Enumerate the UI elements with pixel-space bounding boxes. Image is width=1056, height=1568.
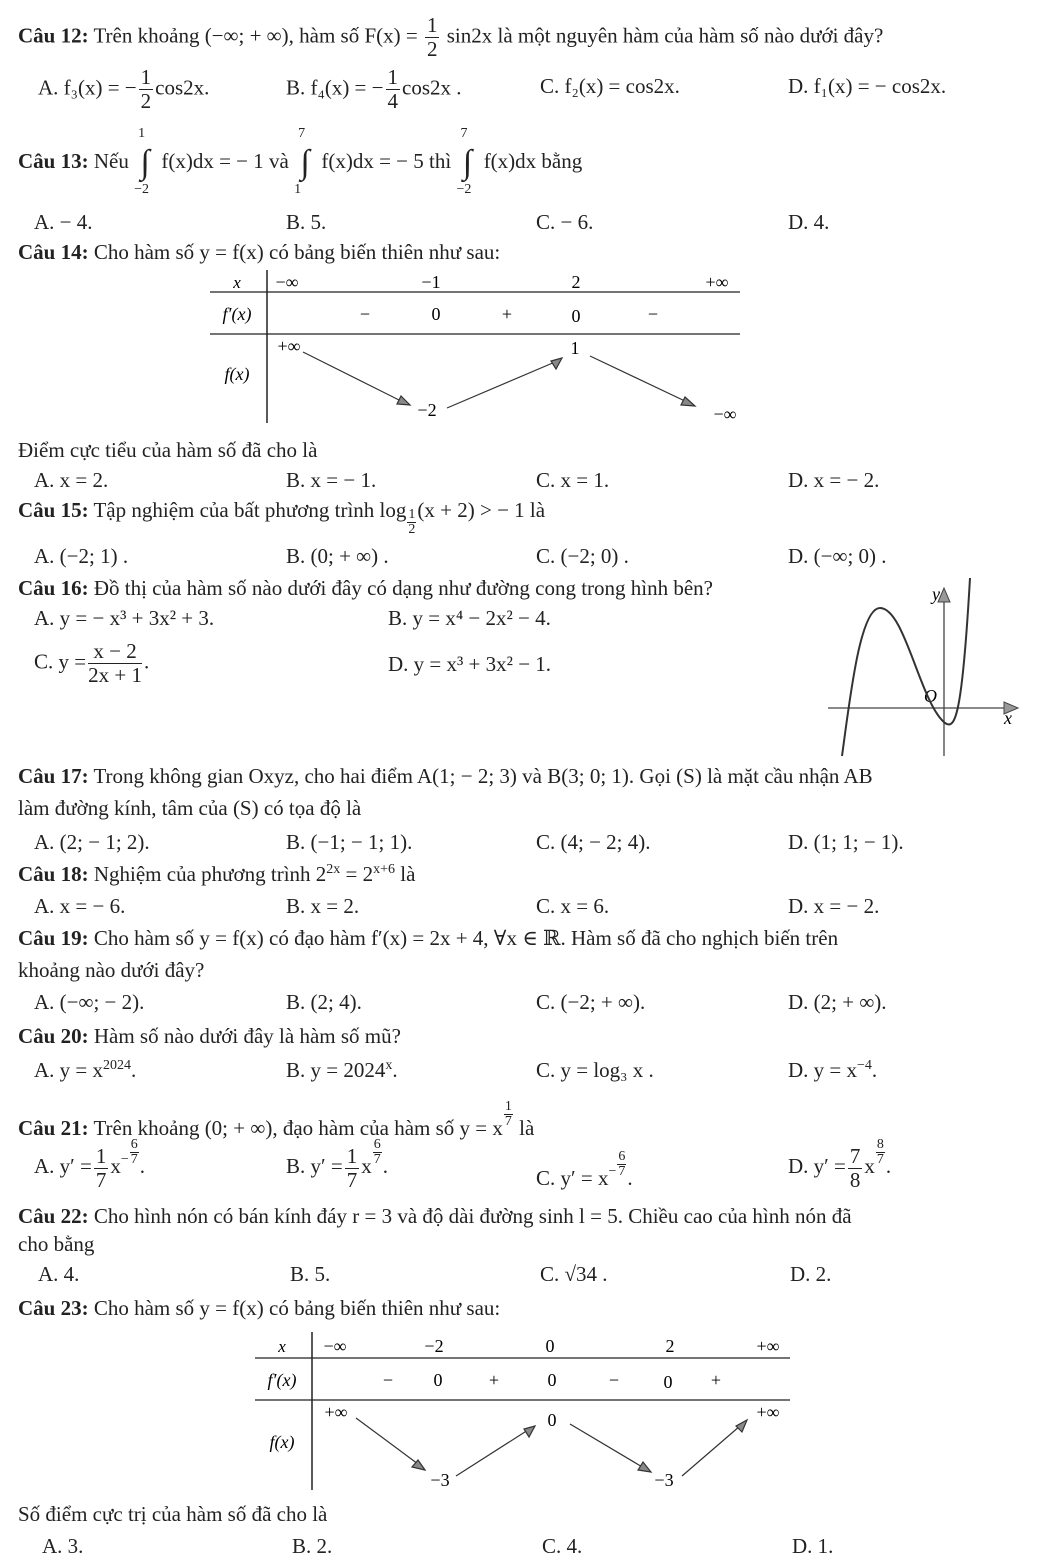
- table-x-label: x: [233, 273, 241, 292]
- q19-stem-line2: khoảng nào dưới đây?: [18, 958, 205, 982]
- q15-option-d[interactable]: D. (−∞; 0) .: [788, 544, 887, 568]
- q12-option-a[interactable]: A. f₃(x) = − $\frac{1}{2}$ cos2x.: [38, 65, 210, 114]
- q20-option-d[interactable]: D. $y = x^{-4}$.: [788, 1058, 878, 1082]
- table-f-label: f(x): [224, 364, 250, 384]
- q12-option-c[interactable]: C. f₂(x) = cos2x.: [540, 74, 680, 98]
- q16-option-c[interactable]: C. y = $\frac{x - 2}{2x + 1}$ .: [34, 639, 150, 688]
- q22-option-a[interactable]: A. 4.: [38, 1262, 80, 1286]
- q16-option-a[interactable]: A. y = − x³ + 3x² + 3.: [34, 606, 215, 630]
- x-value: 0: [545, 1336, 555, 1356]
- q18-stem: Câu 18: Nghiệm của phương trình $2^{2x} = 2^{x+6}$ là: [18, 862, 416, 886]
- sign: 0: [663, 1372, 673, 1392]
- q17-option-a[interactable]: A. (2; − 1; 2).: [34, 830, 150, 854]
- q22-option-d[interactable]: D. 2.: [790, 1262, 832, 1286]
- f-value: +∞: [277, 336, 301, 356]
- q21-option-b[interactable]: B. y′ = $\frac{1}{7}$ x $\frac{6}{7}$ .: [286, 1137, 388, 1192]
- q23-question: Số điểm cực trị của hàm số đã cho là: [18, 1502, 328, 1526]
- q18-option-a[interactable]: A. x = − 6.: [34, 894, 126, 918]
- q23-option-b[interactable]: B. 2.: [292, 1534, 333, 1558]
- sign: 0: [433, 1370, 443, 1390]
- q14-option-c[interactable]: C. x = 1.: [536, 468, 610, 492]
- y-axis-label: y: [932, 584, 940, 604]
- f-value: +∞: [756, 1402, 780, 1422]
- q12-label: Câu 12:: [18, 23, 89, 48]
- f-value: −3: [654, 1470, 674, 1490]
- q15-label: Câu 15:: [18, 498, 89, 522]
- q17-stem-line2: làm đường kính, tâm của (S) có tọa độ là: [18, 796, 362, 820]
- q17-option-d[interactable]: D. (1; 1; − 1).: [788, 830, 904, 854]
- sign: +: [501, 304, 513, 324]
- q19-option-b[interactable]: B. (2; 4).: [286, 990, 362, 1014]
- table-x-label: x: [278, 1337, 286, 1356]
- q20-option-c[interactable]: C. y = log₃ x .: [536, 1058, 654, 1082]
- q16-option-b[interactable]: B. y = x⁴ − 2x² − 4.: [388, 606, 551, 630]
- sign: −: [359, 304, 371, 324]
- sign: +: [488, 1370, 500, 1390]
- table-f-label: f(x): [269, 1432, 295, 1452]
- q21-label: Câu 21:: [18, 1116, 89, 1140]
- q23-variation-table: [250, 1330, 795, 1496]
- q18-label: Câu 18:: [18, 862, 89, 886]
- q23-label: Câu 23:: [18, 1296, 89, 1320]
- x-value: −1: [421, 272, 441, 292]
- sign: 0: [547, 1370, 557, 1390]
- q22-option-b[interactable]: B. 5.: [290, 1262, 331, 1286]
- q22-option-c[interactable]: C. √34 .: [540, 1262, 608, 1286]
- q13-stem: Câu 13: Nếu ∫ 1 −2 f(x)dx = − 1 và ∫ 7 1 f(x)dx = − 5 thì ∫ 7 −2 f(x)dx bằng: [18, 126, 583, 197]
- q13-option-c[interactable]: C. − 6.: [536, 210, 594, 234]
- q21-option-c[interactable]: C. y′ = x− $\frac{6}{7}$ .: [536, 1149, 633, 1190]
- q15-option-b[interactable]: B. (0; + ∞) .: [286, 544, 389, 568]
- f-value: −2: [417, 400, 437, 420]
- origin-label: O: [924, 686, 937, 706]
- q23-option-c[interactable]: C. 4.: [542, 1534, 583, 1558]
- x-value: −∞: [323, 1336, 347, 1356]
- q20-stem: Câu 20: Hàm số nào dưới đây là hàm số mũ?: [18, 1024, 401, 1048]
- q12-option-b[interactable]: B. f₄(x) = − $\frac{1}{4}$ cos2x .: [286, 65, 462, 114]
- table-fprime-label: f′(x): [267, 1370, 297, 1390]
- q13-option-d[interactable]: D. 4.: [788, 210, 830, 234]
- q14-label: Câu 14:: [18, 240, 89, 264]
- sign: 0: [571, 306, 581, 326]
- q19-option-d[interactable]: D. (2; + ∞).: [788, 990, 887, 1014]
- sign: +: [710, 1370, 722, 1390]
- sign: −: [647, 304, 659, 324]
- f-value: −∞: [713, 404, 737, 424]
- function-curve: [842, 578, 970, 756]
- q13-option-a[interactable]: A. − 4.: [34, 210, 93, 234]
- integral-sign: ∫ 7 1: [294, 126, 310, 197]
- q13-label: Câu 13:: [18, 148, 89, 173]
- q18-option-c[interactable]: C. x = 6.: [536, 894, 610, 918]
- q23-option-d[interactable]: D. 1.: [792, 1534, 834, 1558]
- q12-option-d[interactable]: D. f₁(x) = − cos2x.: [788, 74, 947, 98]
- q14-stem: Câu 14: Cho hàm số y = f(x) có bảng biến thiên như sau:: [18, 240, 501, 264]
- q16-option-d[interactable]: D. y = x³ + 3x² − 1.: [388, 652, 552, 676]
- q22-stem-line2: cho bằng: [18, 1232, 95, 1256]
- q18-option-b[interactable]: B. x = 2.: [286, 894, 360, 918]
- q22-stem-line1: Câu 22: Cho hình nón có bán kính đáy r = 3 và độ dài đường sinh l = 5. Chiều cao của hình nón đã: [18, 1204, 852, 1228]
- q14-question: Điểm cực tiểu của hàm số đã cho là: [18, 438, 318, 462]
- f-value: 0: [547, 1410, 557, 1430]
- q15-stem: Câu 15: Tập nghiệm của bất phương trình log $\frac{1}{2}$ (x + 2) > − 1 là: [18, 498, 546, 537]
- q21-option-d[interactable]: D. y′ = $\frac{7}{8}$ x $\frac{8}{7}$ .: [788, 1137, 892, 1192]
- q12-stem: Câu 12: Trên khoảng (−∞; + ∞), hàm số F(x) = $\frac{1}{2}$ sin2x là một nguyên hàm của hàm số nào dưới đây?: [18, 13, 884, 62]
- q17-option-b[interactable]: B. (−1; − 1; 1).: [286, 830, 413, 854]
- q22-label: Câu 22:: [18, 1204, 89, 1228]
- x-value: +∞: [756, 1336, 780, 1356]
- integral-sign: ∫ 1 −2: [134, 126, 150, 197]
- q21-stem: Câu 21: Trên khoảng (0; + ∞), đạo hàm của hàm số y = x $\frac{1}{7}$ là: [18, 1099, 535, 1140]
- f-value: +∞: [324, 1402, 348, 1422]
- sign: −: [608, 1370, 620, 1390]
- x-value: 2: [571, 272, 581, 292]
- q14-option-d[interactable]: D. x = − 2.: [788, 468, 880, 492]
- q15-option-c[interactable]: C. (−2; 0) .: [536, 544, 629, 568]
- q14-variation-table: [205, 268, 745, 428]
- sign: −: [382, 1370, 394, 1390]
- table-fprime-label: f′(x): [222, 304, 252, 324]
- x-axis-label: x: [1004, 708, 1012, 728]
- q17-option-c[interactable]: C. (4; − 2; 4).: [536, 830, 651, 854]
- x-value: +∞: [705, 272, 729, 292]
- q20-option-b[interactable]: B. $y = 2024^x$.: [286, 1058, 398, 1082]
- q20-label: Câu 20:: [18, 1024, 89, 1048]
- q21-option-a[interactable]: A. y′ = $\frac{1}{7}$ x− $\frac{6}{7}$ .: [34, 1137, 146, 1192]
- integral-sign: ∫ 7 −2: [456, 126, 473, 197]
- x-value: 2: [665, 1336, 675, 1356]
- q19-option-c[interactable]: C. (−2; + ∞).: [536, 990, 646, 1014]
- q16-curve-graph: [820, 578, 1050, 758]
- q17-label: Câu 17:: [18, 764, 89, 788]
- x-value: −2: [424, 1336, 444, 1356]
- f-value: −3: [430, 1470, 450, 1490]
- sign: 0: [431, 304, 441, 324]
- q19-option-a[interactable]: A. (−∞; − 2).: [34, 990, 145, 1014]
- q14-option-b[interactable]: B. x = − 1.: [286, 468, 377, 492]
- q19-label: Câu 19:: [18, 926, 89, 950]
- q18-option-d[interactable]: D. x = − 2.: [788, 894, 880, 918]
- q23-stem: Câu 23: Cho hàm số y = f(x) có bảng biến thiên như sau:: [18, 1296, 501, 1320]
- q15-option-a[interactable]: A. (−2; 1) .: [34, 544, 129, 568]
- q14-option-a[interactable]: A. x = 2.: [34, 468, 109, 492]
- q23-option-a[interactable]: A. 3.: [42, 1534, 84, 1558]
- q19-stem-line1: Câu 19: Cho hàm số y = f(x) có đạo hàm f′(x) = 2x + 4, ∀x ∈ ℝ. Hàm số đã cho nghịch biến trên: [18, 926, 839, 950]
- q16-stem: Câu 16: Đồ thị của hàm số nào dưới đây có dạng như đường cong trong hình bên?: [18, 576, 713, 600]
- f-value: 1: [570, 338, 580, 358]
- q16-label: Câu 16:: [18, 576, 89, 600]
- q13-option-b[interactable]: B. 5.: [286, 210, 327, 234]
- x-value: −∞: [275, 272, 299, 292]
- q20-option-a[interactable]: A. $y = x^{2024}$.: [34, 1058, 137, 1082]
- q17-stem-line1: Câu 17: Trong không gian Oxyz, cho hai điểm A(1; − 2; 3) và B(3; 0; 1). Gọi (S) là mặt cầu nhận AB: [18, 764, 873, 788]
